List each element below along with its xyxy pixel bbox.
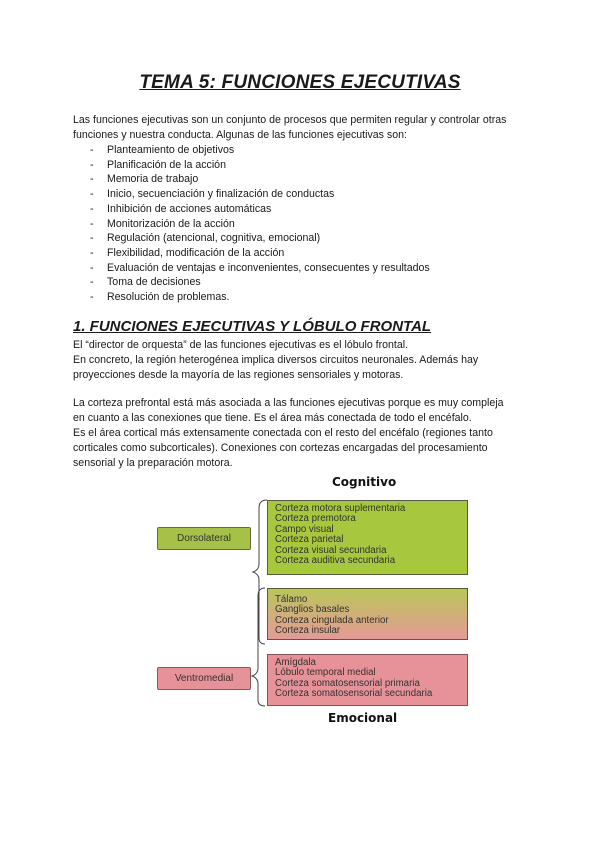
list-item-text: Resolución de problemas. (107, 291, 230, 304)
list-item-text: Memoria de trabajo (107, 173, 199, 186)
bullet-dash: - (90, 232, 94, 245)
bullet-dash: - (90, 217, 94, 230)
list-item (90, 275, 430, 290)
list-item (90, 231, 430, 246)
dorsolateral-brace (253, 500, 267, 644)
list-item (90, 187, 430, 202)
region-item: Corteza auditiva secundaria (275, 555, 396, 567)
list-item (90, 202, 430, 217)
region-item: Corteza visual secundaria (275, 544, 387, 556)
region-item: Corteza motora suplementaria (275, 503, 406, 514)
section-paragraph-2 (73, 396, 543, 471)
list-item-text: Monitorización de la acción (107, 217, 235, 230)
intro-line: Las funciones ejecutivas son un conjunto de procesos que permiten regular y controlar otras (73, 114, 507, 126)
section-heading: 1. FUNCIONES EJECUTIVAS Y LÓBULO FRONTAL (73, 318, 432, 335)
region-item: Lóbulo temporal medial (275, 667, 376, 679)
region-item: Corteza somatosensorial primaria (275, 677, 420, 689)
dorsolateral-box (267, 500, 468, 575)
emotional-label: Emocional (328, 711, 398, 725)
list-item-text: Regulación (atencional, cognitiva, emocional) (107, 232, 321, 245)
paragraph-line: proyecciones desde la mayoría de las regiones sensoriales y motoras. (73, 369, 404, 381)
list-item (90, 217, 430, 232)
dorsolateral-tag: Dorsolateral (157, 527, 251, 550)
region-item: Corteza insular (275, 625, 341, 637)
list-item (90, 290, 430, 305)
list-item (90, 143, 430, 158)
section-paragraph-1 (73, 338, 543, 383)
list-item (90, 261, 430, 276)
list-item (90, 172, 430, 187)
list-item-text: Planificación de la acción (107, 158, 226, 171)
list-item-text: Inhibición de acciones automáticas (107, 202, 272, 215)
region-item: Corteza cingulada anterior (275, 614, 389, 626)
paragraph-line: En concreto, la región heterogénea implica diversos circuitos neuronales. Además hay (73, 354, 479, 366)
paragraph-line: Es el área cortical más extensamente conectada con el resto del encéfalo (regiones tanto (73, 427, 493, 439)
paragraph-line: en cuanto a las conexiones que tiene. Es el área más conectada de todo el encéfalo. (73, 412, 472, 424)
paragraph-line: corticales como subcorticales). Conexiones con cortezas encargadas del procesamiento (73, 442, 488, 454)
region-item: Corteza parietal (275, 534, 344, 546)
prefrontal-diagram (150, 472, 470, 734)
paragraph-line: sensorial y la preparación motora. (73, 457, 233, 469)
bullet-dash: - (90, 246, 94, 259)
bullet-dash: - (90, 173, 94, 186)
bullet-dash: - (90, 261, 94, 274)
list-item-text: Toma de decisiones (107, 276, 201, 289)
ventromedial-tag: Ventromedial (157, 667, 251, 690)
region-item: Corteza premotora (275, 513, 356, 525)
shared-box (267, 588, 468, 640)
bullet-dash: - (90, 144, 94, 156)
page-title: TEMA 5: FUNCIONES EJECUTIVAS (139, 72, 461, 93)
region-item: Campo visual (275, 523, 334, 535)
bullet-dash: - (90, 188, 94, 201)
ventromedial-box (267, 654, 468, 706)
functions-list (90, 143, 430, 305)
region-item: Tálamo (275, 594, 308, 605)
paragraph-line: La corteza prefrontal está más asociada a las funciones ejecutivas porque es muy compleja (73, 397, 504, 409)
list-item (90, 158, 430, 173)
bullet-dash: - (90, 276, 94, 289)
region-item: Ganglios basales (275, 604, 350, 616)
region-item: Amígdala (275, 657, 316, 668)
region-item: Corteza somatosensorial secundaria (275, 688, 433, 700)
cognitive-label: Cognitivo (332, 475, 397, 489)
list-item (90, 246, 430, 261)
bullet-dash: - (90, 291, 94, 304)
bullet-dash: - (90, 202, 94, 215)
intro-paragraph (73, 113, 543, 143)
ventromedial-brace (252, 588, 265, 706)
list-item-text: Inicio, secuenciación y finalización de conductas (107, 188, 335, 201)
list-item-text: Evaluación de ventajas e inconvenientes, consecuentes y resultados (107, 261, 430, 274)
intro-line: funciones y nuestra conducta. Algunas de las funciones ejecutivas son: (73, 129, 407, 141)
paragraph-line: El “director de orquesta” de las funciones ejecutivas es el lóbulo frontal. (73, 339, 409, 351)
list-item-text: Planteamiento de objetivos (107, 144, 235, 156)
bullet-dash: - (90, 158, 94, 171)
list-item-text: Flexibilidad, modificación de la acción (107, 246, 285, 259)
